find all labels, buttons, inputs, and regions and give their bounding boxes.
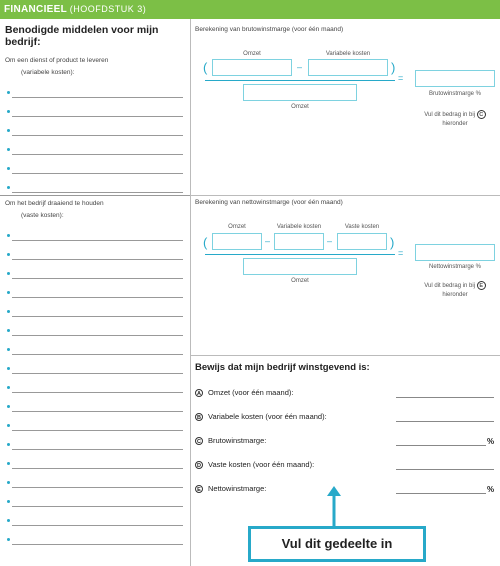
netto-minus-sign-2: – (327, 236, 333, 246)
netto-open-paren: ( (203, 235, 208, 250)
letter-a-icon: A (195, 389, 203, 397)
bullet-icon (7, 167, 10, 170)
bullet-icon (7, 148, 10, 151)
letter-e-icon: E (195, 485, 203, 493)
write-line[interactable] (12, 192, 183, 193)
fixed-costs-intro: Om het bedrijf draaiend te houden (5, 200, 104, 207)
bullet-icon (7, 329, 10, 332)
write-line[interactable] (12, 259, 183, 260)
letter-b-icon: B (195, 413, 203, 421)
proof-row (195, 484, 266, 493)
bullet-icon (7, 500, 10, 503)
letter-c-icon: C (195, 437, 203, 445)
bullet-icon (7, 405, 10, 408)
netto-variable-input[interactable] (274, 233, 324, 250)
write-line[interactable] (12, 525, 183, 526)
write-line[interactable] (12, 240, 183, 241)
section-title: FINANCIEEL (4, 4, 67, 15)
bullet-icon (7, 481, 10, 484)
bruto-fraction-bar (205, 80, 395, 81)
proof-input-line[interactable] (396, 469, 494, 470)
variable-costs-label: (variabele kosten): (21, 69, 75, 76)
letter-d-icon: D (195, 461, 203, 469)
netto-variable-label: Variabele kosten (276, 224, 322, 230)
write-line[interactable] (12, 392, 183, 393)
write-line[interactable] (12, 487, 183, 488)
bruto-omzet-input[interactable] (212, 59, 292, 76)
fixed-costs-label: (vaste kosten): (21, 212, 64, 219)
left-title: Benodigde middelen voor mijn bedrijf: (5, 24, 159, 48)
bruto-omzet-bottom-label: Omzet (291, 104, 309, 110)
bruto-minus-sign: – (297, 62, 303, 72)
bullet-icon (7, 186, 10, 189)
write-line[interactable] (12, 297, 183, 298)
netto-fixed-input[interactable] (337, 233, 387, 250)
write-line[interactable] (12, 97, 183, 98)
proof-label: Brutowinstmarge: (208, 436, 267, 445)
bruto-note: Vul dit bedrag in bij C hieronder (405, 110, 500, 129)
netto-minus-sign-1: – (265, 236, 271, 246)
section-subtitle: (HOOFDSTUK 3) (69, 4, 147, 14)
proof-row (195, 412, 327, 421)
percent-suffix: % (487, 437, 495, 446)
bullet-icon (7, 538, 10, 541)
proof-row (195, 388, 293, 397)
proof-input-line[interactable] (396, 421, 494, 422)
proof-label: Nettowinstmarge: (208, 484, 267, 493)
netto-fraction-bar (205, 254, 395, 255)
netto-result-input[interactable] (415, 244, 495, 261)
netto-omzet-denominator-input[interactable] (243, 258, 357, 275)
proof-row (195, 436, 266, 445)
divider-bruto-netto (190, 195, 500, 196)
write-line[interactable] (12, 354, 183, 355)
bullet-icon (7, 348, 10, 351)
netto-fixed-label: Vaste kosten (344, 224, 380, 230)
letter-c-icon: C (477, 110, 486, 119)
netto-title: Berekening van nettowinstmarge (voor één maand) (195, 199, 343, 206)
write-line[interactable] (12, 316, 183, 317)
write-line[interactable] (12, 544, 183, 545)
bruto-open-paren: ( (203, 60, 208, 75)
netto-omzet-label: Omzet (228, 224, 246, 230)
netto-omzet-input[interactable] (212, 233, 262, 250)
column-divider (190, 19, 191, 566)
netto-note: Vul dit bedrag in bij E hieronder (405, 281, 500, 300)
bullet-icon (7, 367, 10, 370)
bullet-icon (7, 272, 10, 275)
proof-label: Vaste kosten (voor één maand): (208, 460, 315, 469)
netto-equals-sign: = (398, 248, 404, 258)
bullet-icon (7, 519, 10, 522)
write-line[interactable] (12, 154, 183, 155)
write-line[interactable] (12, 173, 183, 174)
bullet-icon (7, 443, 10, 446)
proof-label: Omzet (voor één maand): (208, 388, 294, 397)
proof-input-line[interactable] (396, 445, 486, 446)
letter-e-icon: E (477, 281, 486, 290)
variable-costs-intro: Om een dienst of product te leveren (5, 57, 109, 64)
bruto-variable-label: Variabele kosten (325, 51, 371, 57)
bruto-result-input[interactable] (415, 70, 495, 87)
write-line[interactable] (12, 411, 183, 412)
bruto-omzet-label: Omzet (243, 51, 261, 57)
write-line[interactable] (12, 278, 183, 279)
bruto-omzet-denominator-input[interactable] (243, 84, 357, 101)
bullet-icon (7, 129, 10, 132)
netto-close-paren: ) (390, 235, 395, 250)
bullet-icon (7, 462, 10, 465)
bruto-result-label: Brutowinstmarge % (428, 91, 482, 97)
divider-netto-proof (190, 355, 500, 356)
bullet-icon (7, 291, 10, 294)
proof-input-line[interactable] (396, 493, 486, 494)
write-line[interactable] (12, 506, 183, 507)
percent-suffix: % (487, 485, 495, 494)
proof-input-line[interactable] (396, 397, 494, 398)
netto-result-label: Nettowinstmarge % (428, 264, 482, 270)
write-line[interactable] (12, 449, 183, 450)
write-line[interactable] (12, 116, 183, 117)
bullet-icon (7, 386, 10, 389)
section-header (0, 0, 500, 19)
write-line[interactable] (12, 135, 183, 136)
bruto-title: Berekening van brutowinstmarge (voor één maand) (195, 26, 344, 33)
arrow-up-icon (323, 484, 345, 528)
bullet-icon (7, 424, 10, 427)
write-line[interactable] (12, 430, 183, 431)
bruto-variable-input[interactable] (308, 59, 388, 76)
bullet-icon (7, 110, 10, 113)
bullet-icon (7, 253, 10, 256)
bullet-icon (7, 310, 10, 313)
bullet-icon (7, 234, 10, 237)
bruto-close-paren: ) (391, 60, 396, 75)
proof-row (195, 460, 314, 469)
proof-title: Bewijs dat mijn bedrijf winstgevend is: (195, 362, 370, 373)
proof-label: Variabele kosten (voor één maand): (208, 412, 327, 421)
fill-in-callout: Vul dit gedeelte in (248, 526, 426, 562)
bruto-equals-sign: = (398, 73, 404, 83)
write-line[interactable] (12, 335, 183, 336)
write-line[interactable] (12, 373, 183, 374)
divider-left-sections (0, 195, 190, 196)
bullet-icon (7, 91, 10, 94)
write-line[interactable] (12, 468, 183, 469)
netto-omzet-bottom-label: Omzet (291, 278, 309, 284)
